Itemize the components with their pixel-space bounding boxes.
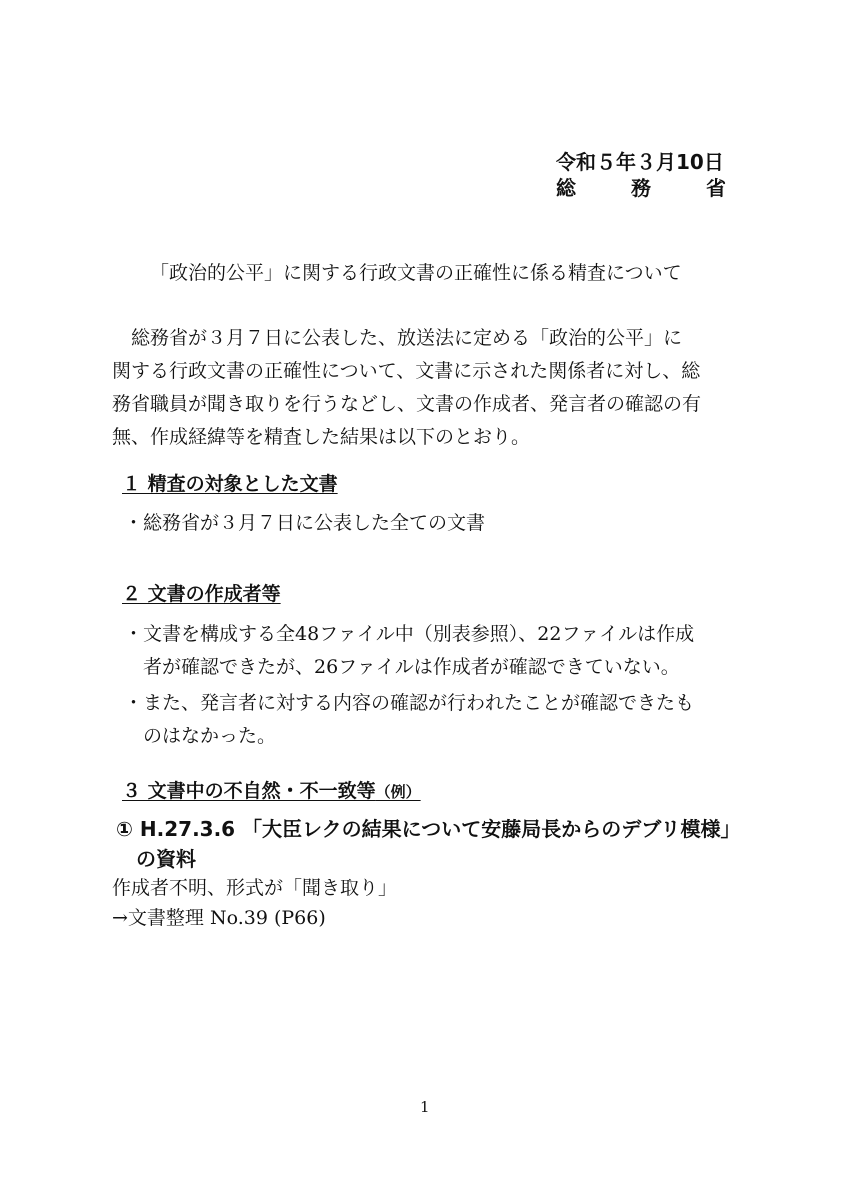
section-2-heading: ２ 文書の作成者等 — [122, 583, 281, 605]
item-note-reference: →文書整理 No.39 (P66) — [112, 907, 326, 929]
item-line: ① H.27.3.6 「大臣レクの結果について安藤局長からのデブリ模様」 — [116, 817, 741, 841]
bullet-line: ・また、発言者に対する内容の確認が行われたことが確認できたも — [124, 692, 695, 714]
section-3-heading-suffix: （例） — [375, 783, 421, 801]
bullet-line: 者が確認できたが、26ファイルは作成者が確認できていない。 — [124, 656, 680, 678]
section-3-heading-text: ３ 文書中の不自然・不一致等 — [122, 780, 376, 802]
ministry-char: 省 — [706, 176, 726, 200]
bullet-line: のはなかった。 — [124, 725, 277, 747]
intro-line: 総務省が３月７日に公表した、放送法に定める「政治的公平」に — [112, 327, 683, 349]
section-2-bullet-1 — [124, 618, 694, 684]
section-1-bullet: ・総務省が３月７日に公表した全ての文書 — [124, 512, 486, 534]
bullet-line: ・文書を構成する全48ファイル中（別表参照）、22ファイルは作成 — [124, 623, 695, 645]
ministry-char: 務 — [631, 176, 651, 200]
issuing-ministry — [556, 172, 726, 201]
intro-line: 無、作成経緯等を精査した結果は以下のとおり。 — [112, 426, 531, 448]
document-date: 令和５年３月10日 — [556, 150, 724, 174]
page-number: 1 — [420, 1098, 430, 1116]
section-2-bullet-2 — [124, 687, 694, 753]
section-3-item-1 — [116, 814, 740, 874]
item-note-author: 作成者不明、形式が「聞き取り」 — [112, 877, 398, 899]
ministry-char: 総 — [556, 176, 576, 200]
item-line: の資料 — [136, 847, 196, 871]
section-1-heading: １ 精査の対象とした文書 — [122, 473, 338, 495]
document-title: 「政治的公平」に関する行政文書の正確性に係る精査について — [150, 262, 682, 284]
intro-line: 務省職員が聞き取りを行うなどし、文書の作成者、発言者の確認の有 — [112, 393, 702, 415]
intro-line: 関する行政文書の正確性について、文書に示された関係者に対し、総 — [112, 360, 701, 382]
section-3-heading — [122, 776, 421, 803]
intro-paragraph — [112, 322, 734, 454]
